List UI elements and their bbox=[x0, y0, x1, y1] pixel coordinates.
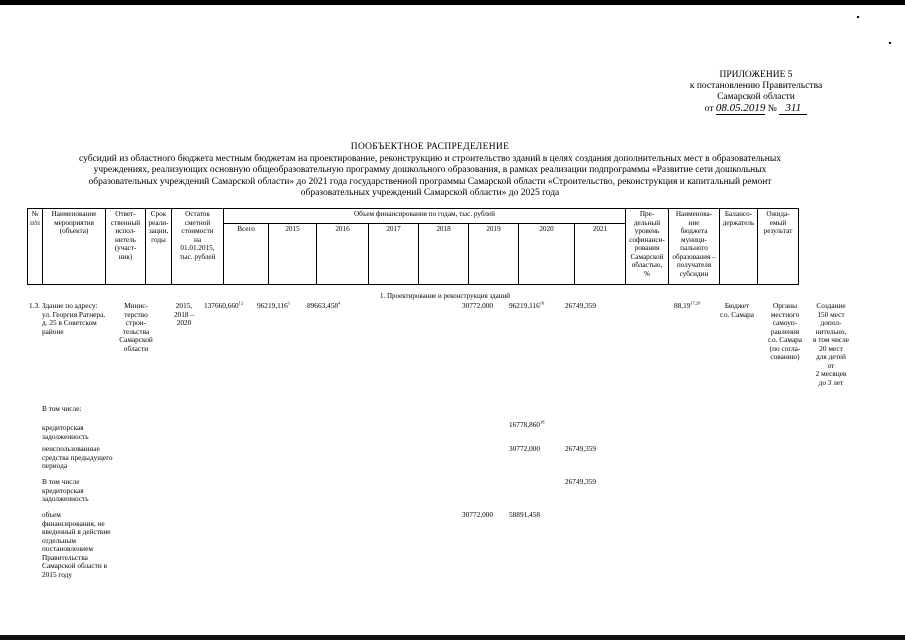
col-volume: Объем финансирования по годам, тыс. рублей bbox=[224, 209, 626, 224]
distribution-table-header bbox=[27, 208, 799, 285]
row-2015: 89663,458$^4$ bbox=[307, 300, 341, 310]
sub-financing-volume-2018: 30772,000 bbox=[462, 510, 494, 519]
col-2015: 2015 bbox=[269, 224, 317, 285]
col-num: № п/п bbox=[28, 209, 43, 285]
row-2018: 30772,000 bbox=[462, 301, 494, 310]
heading-line: субсидий из областного бюджета местным бюджетам на проектирование, реконструкцию и строительство зданий в целях создания дополнительных мест в образовательных bbox=[79, 153, 781, 164]
document-heading bbox=[20, 142, 840, 200]
row-responsible: Минис- терство строи- тельства Самарской области bbox=[119, 301, 153, 353]
appendix-number: 311 bbox=[779, 103, 807, 115]
col-2019: 2019 bbox=[469, 224, 519, 285]
document-title: ПООБЪЕКТНОЕ РАСПРЕДЕЛЕНИЕ bbox=[350, 142, 510, 152]
heading-line: учреждениях, реализующих основную общеобразовательную программу дошкольного образования, в рамках реализации подпрограммы «Развитие сети дошкольных bbox=[93, 165, 767, 175]
heading-line: образовательных учреждений Самарской области» до 2025 года bbox=[300, 188, 560, 198]
bottom-scan-border bbox=[0, 635, 905, 640]
col-2021: 2021 bbox=[575, 224, 626, 285]
col-2020: 2020 bbox=[519, 224, 575, 285]
row-limit: 88,19$^{17,20}$ bbox=[674, 300, 701, 310]
col-limit: Пре- дельный уровень софинанси- рования Самарской областью, % bbox=[626, 209, 669, 285]
row-total: 96219,116$^1$ bbox=[257, 300, 290, 310]
sub-creditor-debt-label: кредиторская задолженность bbox=[42, 423, 89, 441]
top-scan-border bbox=[0, 0, 905, 5]
appendix-resolution: к постановлению Правительства bbox=[689, 81, 823, 91]
section-title: 1. Проектирование и реконструкция зданий bbox=[380, 292, 510, 300]
row-remainder: 137660,660$^{12}$ bbox=[204, 300, 244, 310]
sub-unused-funds-2020: 26749,359 bbox=[565, 444, 597, 453]
col-2017: 2017 bbox=[369, 224, 419, 285]
row-budget: Бюджет г.о. Самара bbox=[719, 301, 755, 319]
col-term: Срок реали- зации, годы bbox=[146, 209, 172, 285]
col-2018: 2018 bbox=[419, 224, 469, 285]
col-holder: Балансо- держатель bbox=[720, 209, 758, 285]
row-2019: 96219,116$^{16}$ bbox=[509, 300, 545, 310]
col-2016: 2016 bbox=[317, 224, 369, 285]
sub-unused-funds-label: неиспользованные средства предыдущего периода bbox=[42, 444, 113, 470]
col-total: Всего bbox=[224, 224, 269, 285]
row-holder: Органы местного самоуп- равления г.о. Самара (по согла- сованию) bbox=[767, 301, 803, 361]
sub-financing-volume-2019: 58891,458 bbox=[509, 510, 541, 519]
appendix-block bbox=[676, 70, 836, 115]
sub-incl-creditor-2020: 26749,359 bbox=[565, 477, 597, 486]
appendix-date: 08.05.2019 bbox=[715, 102, 766, 114]
col-remainder: Остаток сметной стоимости на 01.01.2015, тыс. рублей bbox=[172, 209, 224, 285]
col-name: Наименование мероприятия (объекта) bbox=[43, 209, 106, 285]
row-object-name: Здание по адресу: ул. Георгия Ратнера, д. 25 в Советском районе bbox=[42, 301, 106, 336]
col-responsible: Ответ- ственный испол- нитель (участ- ник) bbox=[106, 209, 146, 285]
row-term: 2015, 2018 – 2020 bbox=[173, 301, 195, 327]
sub-creditor-debt-2019: 16778,860$^{18}$ bbox=[509, 419, 545, 429]
row-number: 1.3. bbox=[29, 301, 40, 310]
row-result: Создание 150 мест допол- нительно, в том числе 20 мест для детей от 2 месяцев до 3 лет bbox=[812, 301, 849, 387]
heading-line: образовательных учреждений Самарской области» до 2021 года государственной программы Самарской области «Строительство, реконструкция и капитальный ремонт bbox=[88, 176, 772, 187]
appendix-title: ПРИЛОЖЕНИЕ 5 bbox=[719, 70, 793, 80]
sub-financing-volume-label: объем финансирования, не введенный в действие отдельным постановлением Правительства Самарской области в 2015 году bbox=[42, 510, 111, 579]
scan-speck bbox=[857, 16, 859, 18]
row-2020: 26749,359 bbox=[565, 301, 597, 310]
sub-unused-funds-2019: 30772,000 bbox=[509, 444, 541, 453]
appendix-region: Самарской области bbox=[717, 92, 795, 102]
appendix-date-line: от 08.05.2019 № 311 bbox=[676, 103, 836, 115]
col-result: Ожида- емый результат bbox=[758, 209, 799, 285]
scan-speck bbox=[889, 42, 891, 44]
sub-including: В том числе: bbox=[42, 404, 82, 413]
col-budget: Наименова- ние бюджета муници- пального образования – получателя субсидии bbox=[669, 209, 720, 285]
sub-incl-creditor-label: В том числе кредиторская задолженность bbox=[42, 477, 89, 503]
